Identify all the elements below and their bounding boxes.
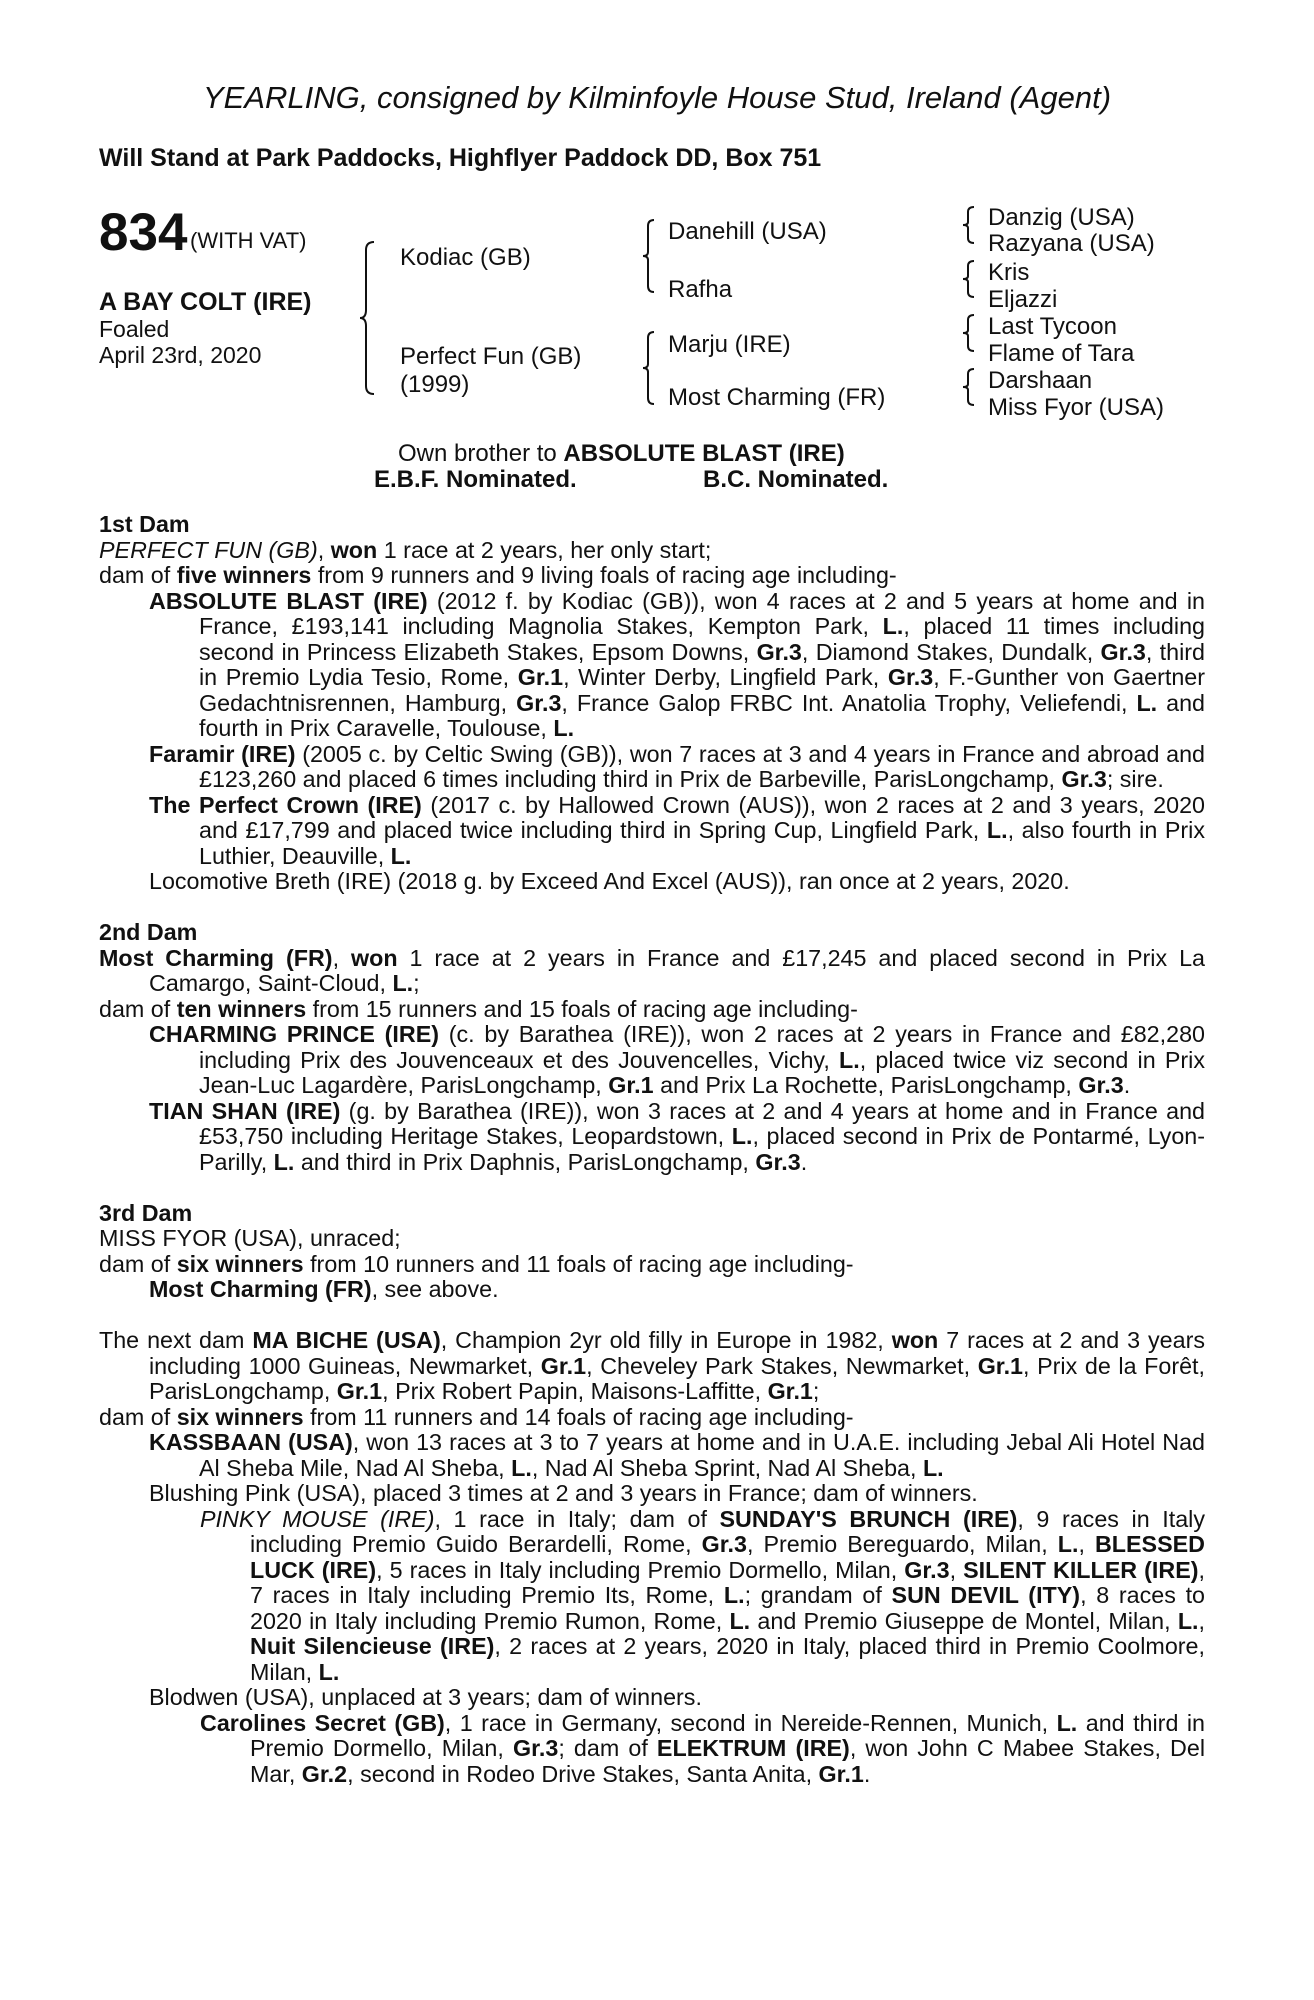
section-gap [99,1303,1205,1329]
section-heading: 1st Dam [99,511,190,537]
pedigree-paragraph: The next dam MA BICHE (USA), Champion 2yr old filly in Europe in 1982, won 7 races at 2 and 3 years including 1000 Guineas, Newmarket, Gr.1, Cheveley Park Stakes, Newmarket, Gr.1, Prix de la Forêt, ParisLongchamp, Gr.1, Prix Robert Papin, Maisons-Laffitte, Gr.1; [99,1327,1205,1404]
page-title: YEARLING, consigned by Kilminfoyle House Stud, Ireland (Agent) [202,80,1112,115]
pedigree-sire-sire: Danehill (USA) [668,218,827,245]
pedigree-paragraph: KASSBAAN (USA), won 13 races at 3 to 7 years at home and in U.A.E. including Jebal Ali Hotel Nad Al Sheba Mile, Nad Al Sheba, L., Nad Al Sheba Sprint, Nad Al Sheba, L. [149,1429,1205,1481]
pedigree-paragraph: dam of six winners from 10 runners and 11 foals of racing age including- [99,1250,854,1277]
ebf-nominated: E.B.F. Nominated. [374,466,577,493]
pedigree-paragraph: PINKY MOUSE (IRE), 1 race in Italy; dam of SUNDAY'S BRUNCH (IRE), 9 races in Italy including Premio Guido Berardelli, Rome, Gr.3, Premio Bereguardo, Milan, L., BLESSED LUCK (IRE), 5 races in Italy including Premio Dormello, Milan, Gr.3, SILENT KILLER (IRE), 7 races in Italy including Premio Its, Rome, L.; grandam of SUN DEVIL (ITY), 8 races to 2020 in Italy including Premio Rumon, Rome, L. and Premio Giuseppe de Montel, Milan, L., Nuit Silencieuse (IRE), 2 races at 2 years, 2020 in Italy, placed third in Premio Coolmore, Milan, L. [200,1505,1206,1685]
foaled-date: April 23rd, 2020 [99,342,262,368]
pedigree-paragraph: Carolines Secret (GB), 1 race in Germany, second in Nereide-Rennen, Munich, L. and third in Premio Dormello, Milan, Gr.3; dam of ELEKTRUM (IRE), won John C Mabee Stakes, Del Mar, Gr.2, second in Rodeo Drive Stakes, Santa Anita, Gr.1. [200,1709,1205,1787]
pedigree-dam-year: (1999) [400,371,470,398]
pedigree-dam-sire: Marju (IRE) [668,331,791,358]
pedigree-paragraph: Blushing Pink (USA), placed 3 times at 2 and 3 years in France; dam of winners. [149,1480,978,1506]
pedigree-bracket-dam [642,330,662,410]
bc-nominated: B.C. Nominated. [703,466,889,493]
pedigree-dam: Perfect Fun (GB) [400,343,582,370]
pedigree-paragraph: Locomotive Breth (IRE) (2018 g. by Exceed And Excel (AUS)), ran once at 2 years, 2020. [149,868,1070,894]
pedigree-g3: Kris [988,259,1030,286]
pedigree-paragraph: Faramir (IRE) (2005 c. by Celtic Swing (GB)), won 7 races at 3 and 4 years in France and abroad and £123,260 and placed 6 times including third in Prix de Barbeville, ParisLongchamp, Gr.3; sire. [149,740,1205,792]
pedigree-g3: Flame of Tara [988,340,1135,367]
pedigree-paragraph: CHARMING PRINCE (IRE) (c. by Barathea (IRE)), won 2 races at 2 years in France and £82,280 including Prix des Jouvenceaux et des Jouvencelles, Vichy, L., placed twice viz second in Prix Jean-Luc Lagardère, ParisLongchamp, Gr.1 and Prix La Rochette, ParisLongchamp, Gr.3. [149,1021,1206,1098]
pedigree-g3: Eljazzi [988,286,1058,313]
pedigree-bracket-g3-4 [962,368,982,408]
pedigree-paragraph: Most Charming (FR), won 1 race at 2 years in France and £17,245 and placed second in Prix La Camargo, Saint-Cloud, L.; [99,944,1205,996]
pedigree-g3: Last Tycoon [988,313,1117,340]
pedigree-g3: Miss Fyor (USA) [988,394,1164,421]
pedigree-paragraph: TIAN SHAN (IRE) (g. by Barathea (IRE)), won 3 races at 2 and 4 years at home and in France and £53,750 including Heritage Stakes, Leopardstown, L., placed second in Prix de Pontarmé, Lyon-Parilly, L. and third in Prix Daphnis, ParisLongchamp, Gr.3. [149,1097,1205,1175]
own-brother-prefix: Own brother to [398,440,564,467]
pedigree-sire: Kodiac (GB) [400,244,531,271]
pedigree-g3: Darshaan [988,367,1093,394]
pedigree-paragraph: dam of ten winners from 15 runners and 15 foals of racing age including- [99,995,858,1022]
pedigree-bracket-g3-2 [962,260,982,300]
pedigree-paragraph: The Perfect Crown (IRE) (2017 c. by Hallowed Crown (AUS)), won 2 races at 2 and 3 years, 2020 and £17,799 and placed twice including third in Spring Cup, Lingfield Park, L., also fourth in Prix Luthier, Deauville, L. [149,791,1205,869]
stand-location: Will Stand at Park Paddocks, Highflyer Paddock DD, Box 751 [99,144,822,172]
pedigree-paragraph: ABSOLUTE BLAST (IRE) (2012 f. by Kodiac (GB)), won 4 races at 2 and 5 years at home and in France, £193,141 including Magnolia Stakes, Kempton Park, L., placed 11 times including second in Princess Elizabeth Stakes, Epsom Downs, Gr.3, Diamond Stakes, Dundalk, Gr.3, third in Premio Lydia Tesio, Rome, Gr.1, Winter Derby, Lingfield Park, Gr.3, F.-Gunther von Gaertner Gedachtnisrennen, Hamburg, Gr.3, France Galop FRBC Int. Anatolia Trophy, Veliefendi, L. and fourth in Prix Caravelle, Toulouse, L. [149,587,1206,741]
pedigree-bracket-g3-1 [962,206,982,246]
pedigree-dam-dam: Most Charming (FR) [668,384,886,411]
pedigree-bracket-main [360,240,390,400]
vat-label: (WITH VAT) [190,228,307,253]
section-gap [99,1175,1205,1201]
pedigree-sire-dam: Rafha [668,276,733,303]
pedigree-paragraph: Most Charming (FR), see above. [149,1276,499,1302]
pedigree-bracket-sire [642,218,662,298]
section-heading: 3rd Dam [99,1199,193,1226]
pedigree-paragraph: MISS FYOR (USA), unraced; [99,1225,401,1251]
section-gap [99,895,1205,921]
lot-number: 834 [99,203,188,262]
pedigree-paragraph: Blodwen (USA), unplaced at 3 years; dam of winners. [149,1684,702,1710]
pedigree-g3: Razyana (USA) [988,230,1155,257]
pedigree-paragraph: dam of six winners from 11 runners and 14 foals of racing age including- [99,1403,854,1430]
pedigree-paragraph: dam of five winners from 9 runners and 9 living foals of racing age including- [99,562,897,588]
section-heading: 2nd Dam [99,919,198,945]
pedigree-bracket-g3-3 [962,314,982,354]
lot-description: A BAY COLT (IRE) [99,288,312,316]
catalogue-body [99,512,1205,1787]
foaled-label: Foaled [99,316,170,342]
own-brother-note [398,440,845,468]
own-brother-name: ABSOLUTE BLAST (IRE) [563,440,845,467]
pedigree-g3: Danzig (USA) [988,204,1135,231]
pedigree-paragraph: PERFECT FUN (GB), won 1 race at 2 years, her only start; [99,536,712,563]
